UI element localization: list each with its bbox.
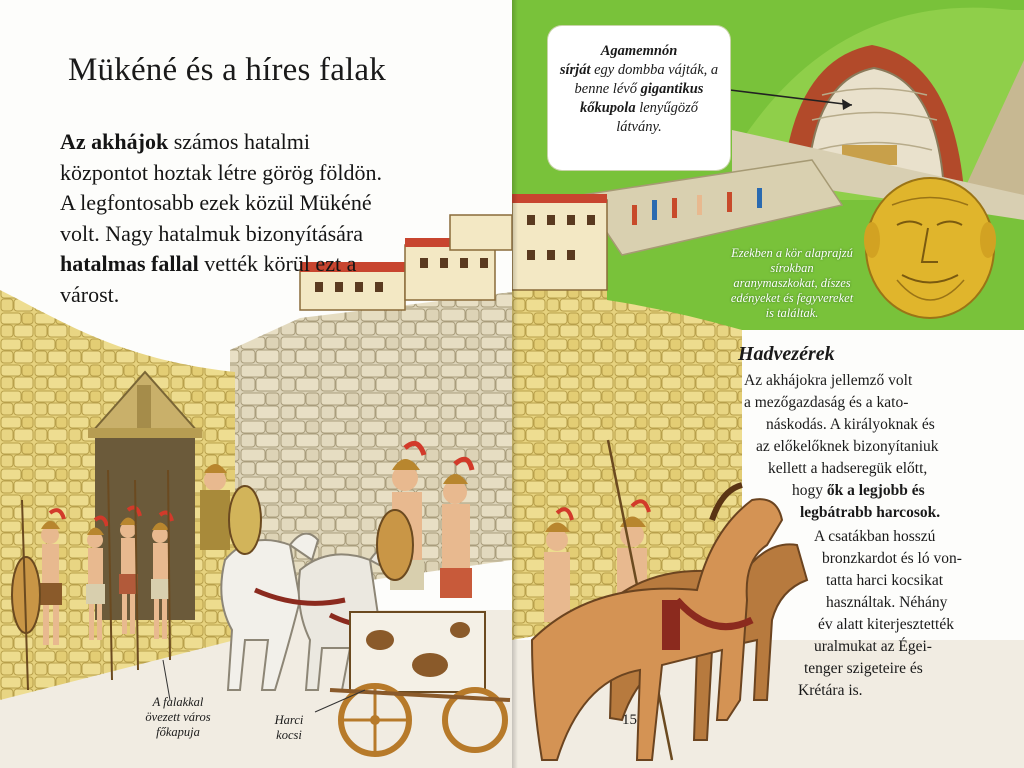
body-line: kellett a hadseregük előtt, [768, 460, 928, 477]
chariot-caption [264, 713, 314, 743]
body-line [800, 504, 940, 522]
body-line [792, 482, 925, 500]
body-line-bold: legbátrabb harcosok. [800, 504, 941, 521]
book-gutter-shadow [512, 0, 518, 768]
intro-paragraph [60, 127, 390, 310]
intro-text-2: vették körül ezt a várost. [60, 251, 357, 307]
tomb-callout-box [548, 26, 730, 170]
body-line: tenger szigeteire és [804, 660, 923, 677]
body-line-bold: ők a legjobb és [826, 482, 925, 499]
gate-caption-line-3: főkapuja [156, 725, 200, 739]
tomb-caption: Ezekben a kör alaprajzú sírokban aranymaszkokat, díszes edényeket és fegyvereket is találtak. [730, 246, 854, 320]
body-line: A csatákban hosszú [814, 528, 936, 545]
callout-text-1: egy dombba vájták, a benne lévő [574, 62, 719, 97]
chariot-caption-line-1: Harci [274, 713, 304, 727]
callout-text-2: lenyűgöző látvány. [616, 100, 698, 135]
gold-mask [864, 178, 996, 318]
page-title: Mükéné és a híres falak [68, 52, 386, 88]
body-line: náskodás. A királyoknak és [766, 416, 935, 433]
intro-text-1: számos hatalmi központot hoztak létre görög földön. A legfontosabb ezek közül Mükéné volt. Nagy hatalmuk bizonyítására [60, 129, 382, 246]
body-line: Krétára is. [798, 682, 863, 699]
body-line: használtak. Néhány [826, 594, 948, 611]
body-line: a mezőgazdaság és a kato- [744, 394, 909, 411]
body-line: az előkelőknek bizonyítaniuk [756, 438, 939, 455]
gate-caption [128, 695, 228, 740]
callout-bold-2: sírját [559, 62, 591, 78]
callout-bold-3: gigantikus kőkupola [579, 81, 704, 116]
chariot-caption-line-2: kocsi [276, 728, 302, 742]
intro-bold-1: Az akhájok [60, 129, 169, 154]
body-line: uralmukat az Égei- [814, 638, 932, 655]
body-line: Az akhájokra jellemző volt [744, 372, 913, 389]
body-line-part: hogy [792, 482, 827, 499]
callout-bold-1: Agamemnón [600, 43, 678, 59]
gate-caption-line-2: övezett város [145, 710, 211, 724]
page-number: 15 [622, 712, 637, 728]
gate-caption-line-1: A falakkal [152, 695, 204, 709]
section-heading: Hadvezérek [738, 343, 835, 365]
body-line: tatta harci kocsikat [826, 572, 944, 589]
body-line: év alatt kiterjesztették [818, 616, 954, 633]
body-line: bronzkardot és ló von- [822, 550, 962, 567]
palace-right [512, 194, 607, 290]
tomb-callout-text [558, 42, 720, 137]
intro-bold-2: hatalmas fallal [60, 251, 199, 276]
